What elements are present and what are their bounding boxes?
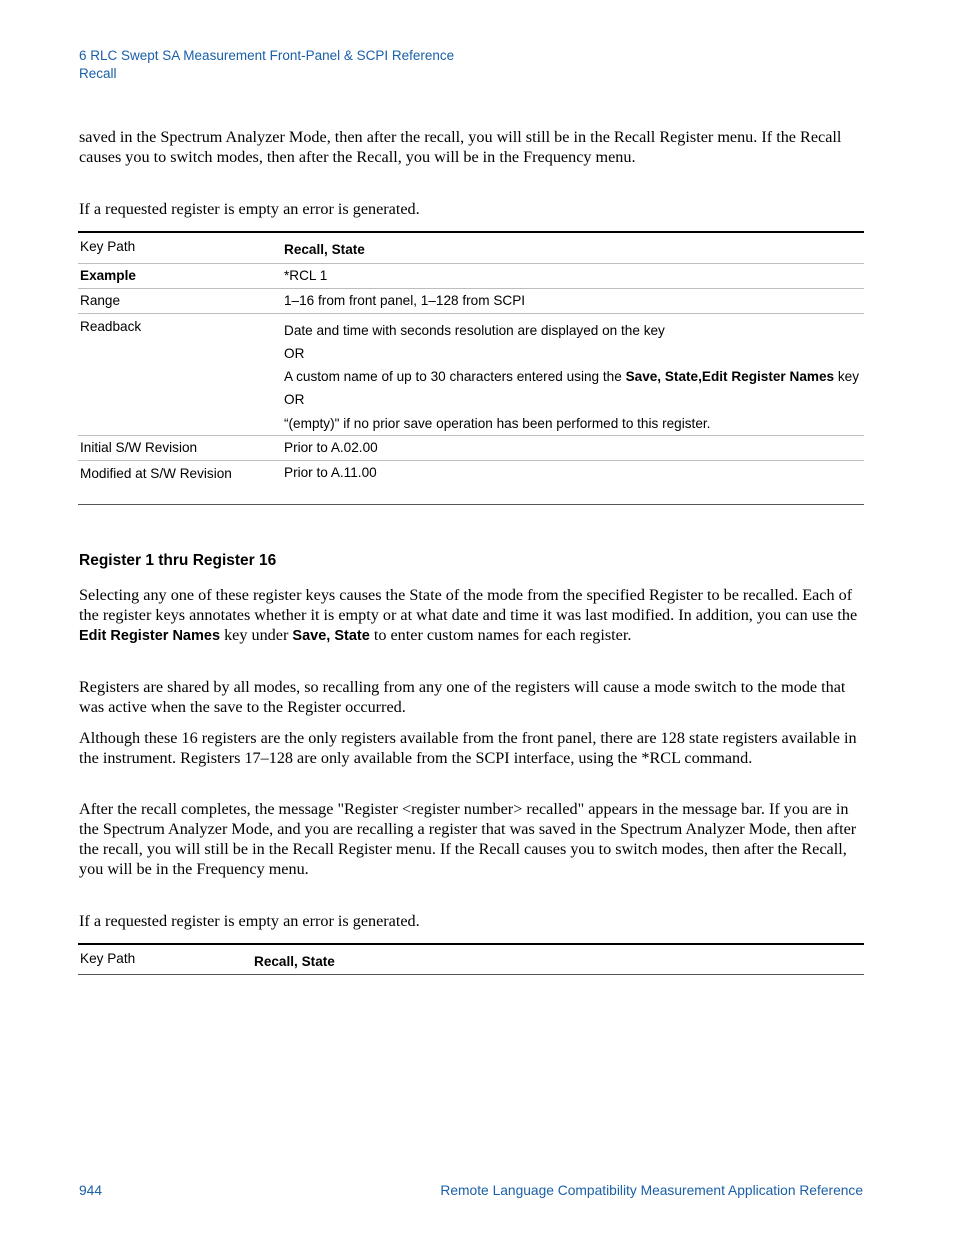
key-path-value-2: Recall, State — [254, 954, 335, 969]
modified-revision-value: Prior to A.11.00 — [284, 460, 864, 504]
intro-error-note: If a requested register is empty an error is generated. — [79, 200, 420, 218]
initial-revision-label: Initial S/W Revision — [78, 435, 284, 460]
example-row — [78, 263, 864, 288]
key-table-1 — [78, 231, 864, 505]
section-paragraph-1: Selecting any one of these register keys causes the State of the mode from the specified Register to be recalled. Each of the register keys annotates whether it is empty or at what date and time it was last modified. In addition, you can use the Edit Register Names key under Save, State to enter custom names for each register. — [79, 586, 858, 644]
modified-revision-row — [78, 460, 864, 504]
section-paragraph-2: Registers are shared by all modes, so recalling from any one of the registers will cause a mode switch to the mode that was active when the save to the Register occurred. — [79, 678, 846, 716]
key-path-label: Key Path — [78, 232, 284, 263]
readback-label: Readback — [78, 313, 284, 435]
section-paragraph-4: After the recall completes, the message "Register <register number> recalled" appears in the message bar. If you are in the Spectrum Analyzer Mode, and you are recalling a register that was saved in the Spectrum Analyzer Mode, then after the recall, you will still be in the Recall Register menu. If the Recall causes you to switch modes, then after the Recall, you will be in the Frequency menu. — [79, 800, 857, 878]
initial-revision-row — [78, 435, 864, 460]
running-header — [79, 47, 454, 83]
key-table-2 — [78, 943, 864, 975]
section-paragraph-3: Although these 16 registers are the only registers available from the front panel, there are 128 state registers available in the instrument. Registers 17–128 are only available from the SCPI interface, using the *RCL command. — [79, 729, 857, 767]
range-label: Range — [78, 288, 284, 313]
save-state-edit-names-key: Save, State,Edit Register Names — [625, 369, 835, 385]
section-heading: Register 1 thru Register 16 — [79, 552, 277, 569]
readback-line-date: Date and time with seconds resolution are displayed on the key — [284, 322, 665, 338]
readback-line-empty: “(empty)" if no prior save operation has been performed to this register. — [284, 415, 711, 431]
save-state-key: Save, State — [292, 628, 370, 644]
example-label: Example — [80, 267, 136, 283]
readback-or-1: OR — [284, 345, 305, 361]
key-path-row-2 — [78, 944, 864, 974]
edit-register-names-key: Edit Register Names — [79, 628, 221, 644]
readback-row — [78, 313, 864, 435]
section-paragraph-5: If a requested register is empty an error is generated. — [79, 912, 420, 930]
key-path-value: Recall, State — [284, 242, 365, 257]
key-path-row — [78, 232, 864, 263]
key-path-label-2: Key Path — [78, 944, 254, 974]
readback-line-custom: A custom name of up to 30 characters entered using the Save, State,Edit Register Names key — [284, 369, 860, 385]
readback-or-2: OR — [284, 392, 305, 408]
example-value: *RCL 1 — [284, 263, 864, 288]
range-value: 1–16 from front panel, 1–128 from SCPI — [284, 288, 864, 313]
page-number: 944 — [79, 1183, 103, 1198]
range-row — [78, 288, 864, 313]
chapter-title: 6 RLC Swept SA Measurement Front-Panel & SCPI Reference — [79, 48, 455, 63]
modified-revision-label: Modified at S/W Revision — [78, 460, 284, 504]
initial-revision-value: Prior to A.02.00 — [284, 435, 864, 460]
intro-paragraph: saved in the Spectrum Analyzer Mode, then after the recall, you will still be in the Recall Register menu. If the Recall causes you to switch modes, then after the Recall, you will be in the Frequency menu. — [79, 128, 842, 166]
document-title: Remote Language Compatibility Measurement Application Reference — [440, 1183, 863, 1198]
section-title: Recall — [79, 66, 117, 81]
